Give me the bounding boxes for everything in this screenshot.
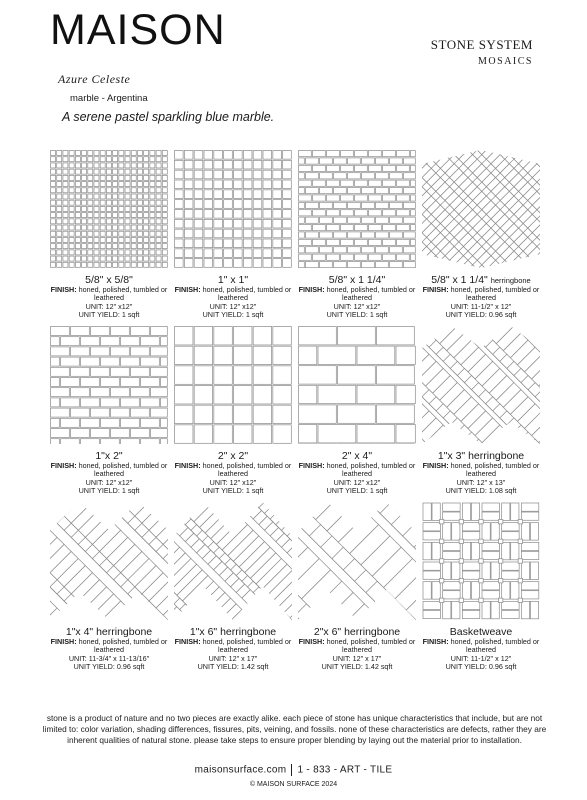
tile-finish: FINISH: honed, polished, tumbled or leathered: [422, 285, 540, 303]
tile-yield: UNIT YIELD: 1.42 sqft: [321, 661, 393, 671]
tile-size: 2"x 6" herringbone: [313, 626, 401, 638]
tile-pattern-preview: [298, 502, 416, 620]
tile-size: 2" x 2": [217, 450, 249, 462]
tile-unit: UNIT: 12" x 17": [208, 653, 258, 663]
tile-unit: UNIT: 12" x12": [209, 477, 257, 487]
tile-yield: UNIT YIELD: 1.08 sqft: [445, 485, 517, 495]
stone-disclaimer: stone is a product of nature and no two pieces are exactly alike. each piece of stone has unique characteristics that include, but are not limited to: color variation, shading differences, fissures, pits, veining, and fossils. none of these characteristics are defects, rather they are inherent qualities of natural stone. please take steps to ensure proper blending by laying out the material prior to installation.: [42, 713, 547, 745]
product-name: Azure Celeste: [58, 72, 131, 86]
tile-yield: UNIT YIELD: 0.96 sqft: [445, 661, 517, 671]
copyright: © MAISON SURFACE 2024: [249, 781, 338, 788]
tile-size: 1"x 6" herringbone: [189, 626, 277, 638]
tile-finish: FINISH: honed, polished, tumbled or leathered: [298, 637, 416, 655]
tile-yield: UNIT YIELD: 0.96 sqft: [445, 309, 517, 319]
tile-yield: UNIT YIELD: 1 sqft: [202, 309, 264, 319]
tile-finish: FINISH: honed, polished, tumbled or leathered: [50, 285, 168, 303]
tile-size: Basketweave: [449, 626, 513, 638]
tile-unit: UNIT: 12" x12": [333, 301, 381, 311]
tile-card: [46, 150, 172, 319]
tile-size: 1"x 2": [95, 450, 123, 462]
tile-card: [46, 502, 172, 671]
tile-pattern-preview: [422, 326, 540, 444]
tile-yield: UNIT YIELD: 1 sqft: [326, 309, 388, 319]
tile-size: 5/8" x 1 1/4": [328, 274, 386, 286]
tile-size: 5/8" x 5/8": [85, 274, 133, 286]
product-description: A serene pastel sparkling blue marble.: [62, 110, 275, 124]
tile-yield: UNIT YIELD: 1 sqft: [202, 485, 264, 495]
tile-card: [170, 502, 296, 671]
tile-finish: FINISH: honed, polished, tumbled or leathered: [50, 637, 168, 655]
tile-finish: FINISH: honed, polished, tumbled or leathered: [298, 461, 416, 479]
tile-yield: UNIT YIELD: 0.96 sqft: [73, 661, 145, 671]
tile-finish: FINISH: honed, polished, tumbled or leathered: [174, 285, 292, 303]
tile-pattern-preview: [50, 502, 168, 620]
phone-number: 1 - 833 - ART - TILE: [297, 764, 393, 776]
tile-unit: UNIT: 12" x12": [85, 477, 133, 487]
tile-yield: UNIT YIELD: 1 sqft: [326, 485, 388, 495]
tile-size: 1"x 4" herringbone: [65, 626, 153, 638]
tile-card: [418, 326, 544, 495]
tile-card: [294, 502, 420, 671]
tile-unit: UNIT: 12" x 17": [332, 653, 382, 663]
tile-size: 1" x 1": [217, 274, 249, 286]
tile-pattern-preview: [422, 150, 540, 268]
tile-card: [294, 150, 420, 319]
tile-unit: UNIT: 12" x12": [333, 477, 381, 487]
tile-unit: UNIT: 12" x12": [85, 301, 133, 311]
tile-pattern-preview: [422, 502, 540, 620]
tile-unit: UNIT: 11-1/2" x 12": [450, 301, 512, 311]
tile-card: [170, 326, 296, 495]
tile-unit: UNIT: 11-1/2" x 12": [450, 653, 512, 663]
tile-card: [294, 326, 420, 495]
tile-card: [46, 326, 172, 495]
tile-pattern-preview: [174, 326, 292, 444]
tile-finish: FINISH: honed, polished, tumbled or leathered: [422, 461, 540, 479]
product-origin: marble - Argentina: [70, 93, 148, 104]
tile-unit: UNIT: 11-3/4" x 11-13/16": [68, 653, 150, 663]
divider: [291, 764, 292, 776]
tile-pattern-preview: [174, 150, 292, 268]
tile-card: [170, 150, 296, 319]
tile-pattern-preview: [50, 326, 168, 444]
tile-size: 5/8" x 1 1/4" herringbone: [431, 274, 531, 286]
brand-logo: MAISON: [50, 6, 226, 54]
tile-unit: UNIT: 12" x 13": [456, 477, 506, 487]
tile-pattern-preview: [298, 326, 416, 444]
website-link[interactable]: maisonsurface.com: [194, 764, 287, 776]
tile-size: 2" x 4": [341, 450, 373, 462]
tile-finish: FINISH: honed, polished, tumbled or leathered: [422, 637, 540, 655]
tile-finish: FINISH: honed, polished, tumbled or leathered: [174, 461, 292, 479]
tile-unit: UNIT: 12" x12": [209, 301, 257, 311]
tile-finish: FINISH: honed, polished, tumbled or leathered: [298, 285, 416, 303]
system-title: STONE SYSTEM: [430, 37, 533, 52]
tile-yield: UNIT YIELD: 1.42 sqft: [197, 661, 269, 671]
tile-pattern-preview: [174, 502, 292, 620]
tile-finish: FINISH: honed, polished, tumbled or leathered: [174, 637, 292, 655]
tile-size: 1"x 3" herringbone: [437, 450, 525, 462]
tile-pattern-preview: [50, 150, 168, 268]
system-subtitle: MOSAICS: [478, 56, 533, 67]
tile-card: [418, 150, 544, 319]
tile-pattern-preview: [298, 150, 416, 268]
tile-yield: UNIT YIELD: 1 sqft: [78, 485, 140, 495]
tile-yield: UNIT YIELD: 1 sqft: [78, 309, 140, 319]
contact-line: [0, 764, 587, 776]
tile-card: [418, 502, 544, 671]
tile-finish: FINISH: honed, polished, tumbled or leathered: [50, 461, 168, 479]
